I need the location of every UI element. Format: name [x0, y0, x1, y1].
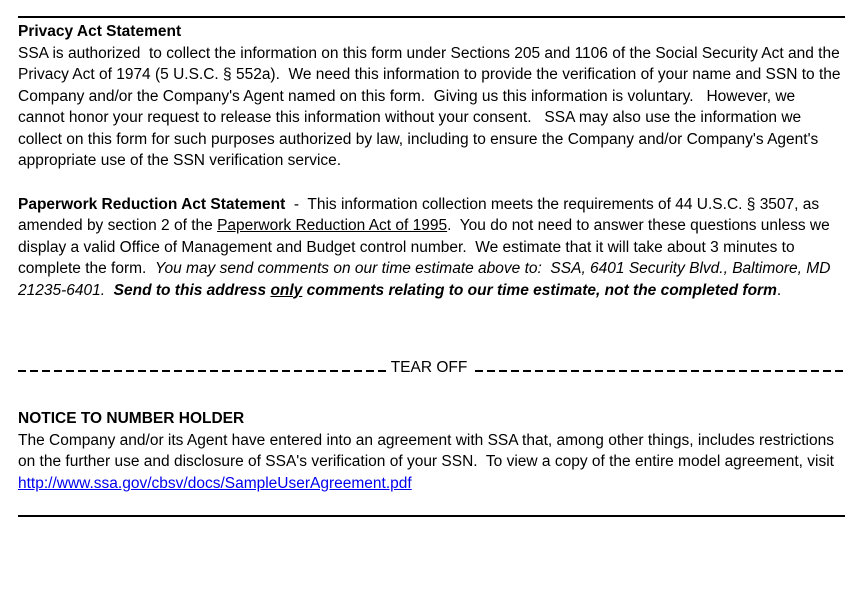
- privacy-act-body: SSA is authorized to collect the information on this form under Sections 205 and 1106 of the Social Security Act and the Privacy Act of 1974 (5 U.S.C. § 552a). We need this information to provide the verification of your name and SSN to the Company and/or the Company's Agent named on this form. Giving us this information is voluntary. However, we cannot honor your request to release this information without your consent. SSA may also use the information we collect on this form for such purposes authorized by law, including to ensure the Company and/or Company's Agent's appropriate use of the SSN verification service.: [18, 44, 845, 169]
- notice-section: [18, 408, 845, 494]
- document-page: [0, 16, 863, 596]
- paperwork-final-period: .: [776, 281, 782, 299]
- notice-heading: NOTICE TO NUMBER HOLDER: [18, 410, 245, 427]
- paperwork-only-underlined: only: [270, 281, 303, 299]
- top-rule: [18, 16, 845, 18]
- paperwork-comments-italic: You may send comments on our time estimate above to: SSA, 6401 Security Blvd., Baltimore, MD 21235-6401.: [18, 260, 840, 299]
- notice-body: [18, 430, 845, 495]
- paperwork-heading: Paperwork Reduction Act Statement: [18, 195, 286, 213]
- tear-off-label: TEAR OFF: [390, 359, 468, 376]
- paperwork-run-3: . You do not need to answer these questions unless we display a valid Office of Management and Budget control number. We estimate that it will take about 3 minutes to complete the form.: [18, 217, 835, 277]
- notice-body-text: The Company and/or its Agent have entered into an agreement with SSA that, among other things, includes restrictions on the further use and disclosure of SSA's verification of your SSN. To view a copy of the entire model agreement, visit: [18, 431, 839, 470]
- privacy-act-heading: Privacy Act Statement: [18, 23, 182, 40]
- paperwork-send-bold-italic: Send to this address: [113, 281, 271, 299]
- paperwork-run-7: comments relating to our time estimate, not the completed form: [302, 281, 777, 299]
- sample-user-agreement-link[interactable]: http://www.ssa.gov/cbsv/docs/SampleUserAgreement.pdf: [18, 474, 412, 492]
- paperwork-run-1: - This information collection meets the requirements of 44 U.S.C. § 3507, as amended by section 2 of the: [18, 195, 824, 234]
- tear-off-dash-left: [18, 370, 388, 372]
- paperwork-act-underlined: Paperwork Reduction Act of 1995: [217, 217, 448, 234]
- tear-off-divider: [18, 357, 845, 379]
- paperwork-reduction-paragraph: [18, 194, 845, 302]
- tear-off-dash-right: [475, 370, 845, 372]
- bottom-rule: [18, 515, 845, 517]
